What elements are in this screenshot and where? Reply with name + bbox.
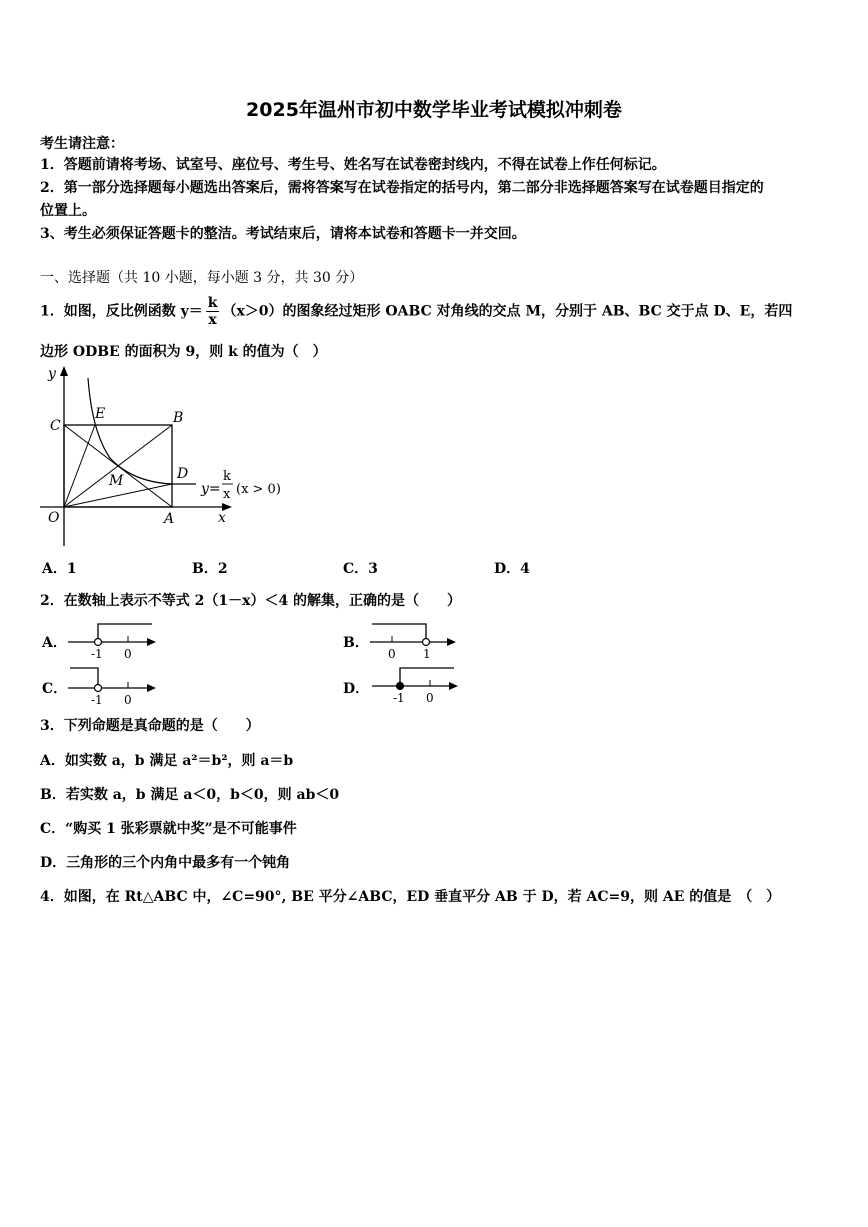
- q1-option-b: B．2: [192, 561, 228, 577]
- func-label-domain: (x > 0): [236, 482, 281, 497]
- point-o-label: O: [48, 510, 60, 526]
- q3-option-d: D．三角形的三个内角中最多有一个钝角: [40, 855, 291, 871]
- tick-label-1: -1: [91, 693, 103, 707]
- tick-label-2: 1: [423, 647, 431, 661]
- open-point: [423, 639, 430, 646]
- q1-suffix: （x＞0）的图象经过矩形 OABC 对角线的交点 M，分别于 AB、BC 交于点 D、E，若四: [222, 303, 793, 320]
- axis-arrow: [147, 638, 156, 646]
- solution-ray: [400, 668, 454, 682]
- question-2-stem: 2．在数轴上表示不等式 2（1－x）＜4 的解集，正确的是（ ）: [40, 593, 462, 609]
- tick-label-2: 0: [426, 691, 434, 705]
- point-m-label: M: [109, 473, 124, 489]
- point-c-label: C: [50, 418, 61, 434]
- axis-arrow: [147, 684, 156, 692]
- func-label-den: x: [223, 487, 231, 502]
- q1-frac-den: x: [208, 312, 217, 328]
- tick-label-1: -1: [91, 647, 103, 661]
- axis-arrow: [447, 638, 456, 646]
- notice-item-3: 3、考生必须保证答题卡的整洁。考试结束后，请将本试卷和答题卡一并交回。: [40, 226, 526, 242]
- q2-option-d-label: D．: [343, 681, 370, 697]
- open-point: [95, 685, 102, 692]
- solution-ray: [70, 668, 98, 684]
- section-heading: 一、选择题（共 10 小题，每小题 3 分，共 30 分）: [40, 270, 364, 286]
- notice-heading: 考生请注意：: [40, 136, 124, 152]
- y-axis-label: y: [48, 366, 56, 382]
- q2-option-a-number-line: [64, 618, 160, 662]
- q1-prefix: 1．如图，反比例函数 y＝: [40, 303, 203, 320]
- q3-option-c: C．“购买 1 张彩票就中奖”是不可能事件: [40, 821, 297, 837]
- point-b-label: B: [173, 410, 184, 426]
- tick-label-1: 0: [388, 647, 396, 661]
- open-point: [95, 639, 102, 646]
- q2-option-c-number-line: [64, 662, 160, 708]
- q2-option-b-label: B．: [343, 635, 369, 651]
- q1-figure: [36, 362, 286, 552]
- q2-option-a-label: A．: [42, 635, 67, 651]
- axis-arrow: [449, 682, 458, 690]
- tick-label-1: -1: [393, 691, 405, 705]
- tick-label-2: 0: [124, 647, 132, 661]
- closed-point: [397, 683, 404, 690]
- solution-ray: [98, 624, 152, 638]
- question-1-line2: 边形 ODBE 的面积为 9，则 k 的值为（ ）: [40, 344, 327, 360]
- q2-option-c-label: C．: [42, 681, 68, 697]
- point-a-label: A: [164, 511, 175, 527]
- notice-item-2: 2．第一部分选择题每小题选出答案后，需将答案写在试卷指定的括号内，第二部分非选择题答案写在试卷题目指定的: [40, 180, 764, 196]
- q1-option-c: C．3: [343, 561, 378, 577]
- question-4-stem: 4．如图，在 Rt△ABC 中，∠C=90°, BE 平分∠ABC，ED 垂直平分 AB 于 D，若 AC=9，则 AE 的值是 （ ）: [40, 889, 781, 905]
- y-axis-arrow: [60, 366, 68, 376]
- page-title: 2025年温州市初中数学毕业考试模拟冲刺卷: [246, 99, 622, 121]
- point-d-label: D: [177, 466, 189, 482]
- func-label-num: k: [223, 469, 231, 484]
- question-3-stem: 3．下列命题是真命题的是（ ）: [40, 718, 260, 734]
- question-1-stem: [40, 295, 792, 328]
- func-label-prefix: y=: [201, 481, 221, 497]
- q1-option-a: A．1: [42, 561, 77, 577]
- tick-label-2: 0: [124, 693, 132, 707]
- point-e-label: E: [95, 406, 106, 422]
- solution-ray: [372, 624, 426, 638]
- notice-item-1: 1．答题前请将考场、试室号、座位号、考生号、姓名写在试卷密封线内，不得在试卷上作任何标记。: [40, 157, 666, 173]
- q1-fraction: [206, 295, 220, 328]
- q1-option-d: D．4: [494, 561, 530, 577]
- x-axis-label: x: [218, 510, 226, 526]
- q1-frac-num: k: [207, 295, 218, 311]
- q3-option-b: B．若实数 a，b 满足 a＜0，b＜0，则 ab＜0: [40, 787, 340, 803]
- q3-option-a: A．如实数 a，b 满足 a²＝b²，则 a＝b: [40, 753, 294, 769]
- notice-item-2-cont: 位置上。: [40, 203, 96, 219]
- q2-option-b-number-line: [366, 618, 462, 662]
- q2-option-d-number-line: [368, 662, 464, 708]
